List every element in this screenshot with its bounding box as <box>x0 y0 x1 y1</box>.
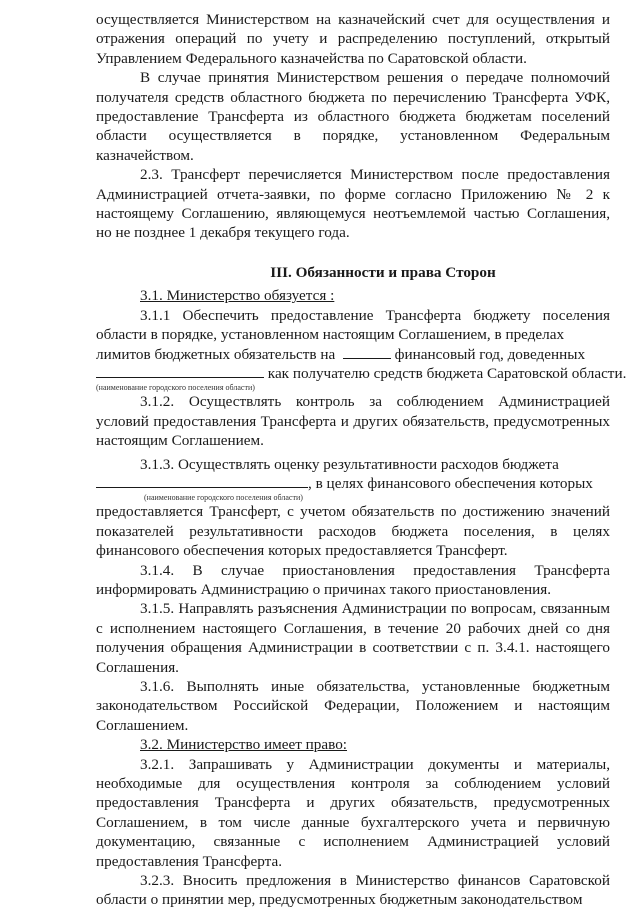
fin-year-text: финансовый год, доведенных <box>394 345 586 363</box>
paragraph-3-2-1: 3.2.1. Запрашивать у Администрации документы и материалы, необходимые для осуществления контроля за соблюдением условий предоставления Трансферта и других обязательств, предусмотренных Соглашением, в том числе данные бухгалтерского учета и первичную документацию, связанные с исполнением Администрацией условий предоставления Трансферта. <box>96 755 610 870</box>
year-blank <box>343 346 391 359</box>
settlement-blank-1 <box>96 365 264 378</box>
paragraph-3-2-3: 3.2.3. Вносить предложения в Министерство финансов Саратовской области о принятии мер, предусмотренных бюджетным законодательством <box>96 872 610 909</box>
paragraph-2-3: 2.3. Трансферт перечисляется Министерством после предоставления Администрацией отчета-заявки, по форме согласно Приложению № 2 к настоящему Соглашению, являющемуся неотъемлемой частью Соглашения, но не позднее 1 декабря текущего года. <box>96 166 610 242</box>
paragraph-3-1-3-line2 <box>96 474 610 493</box>
paragraph-intro-2: В случае принятия Министерством решения о передаче полномочий получателя средств областного бюджета по перечислению Трансферта УФК, предоставление Трансферта из областного бюджета бюджетам поселений области осуществляется в порядке, установленном Федеральным казначейством. <box>96 69 610 164</box>
section-heading: III. Обязанности и права Сторон <box>270 263 496 281</box>
paragraph-3-1-3: 3.1.3. Осуществлять оценку результативности расходов бюджета <box>140 455 559 473</box>
subsection-3-2-title: 3.2. Министерство имеет право: <box>140 736 348 754</box>
paragraph-3-1-3-cont: предоставляется Трансферт, с учетом обязательств по достижению значений показателей результативности расходов бюджета поселения, в целях финансового обеспечения которых предоставляется Трансферт. <box>96 503 610 560</box>
purpose-text: , в целях финансового обеспечения которых <box>308 474 593 492</box>
paragraph-3-1-1 <box>96 306 610 345</box>
recipient-text: как получателю средств бюджета Саратовской области. <box>267 364 627 382</box>
paragraph-3-1-1-line2 <box>96 345 610 364</box>
caption-settlement-1: (наименование городского поселения области) <box>96 383 255 393</box>
paragraph-3-1-1-text: 3.1.1 Обеспечить предоставление Трансферта бюджету поселения области в порядке, установленном настоящим Соглашением, в пределах <box>96 306 610 344</box>
paragraph-3-1-4: 3.1.4. В случае приостановления предоставления Трансферта информировать Администрацию о причинах такого приостановления. <box>96 561 610 598</box>
paragraph-intro-1: осуществляется Министерством на казначейский счет для осуществления и отражения операций по учету и распределению поступлений, открытый Управлением Федерального казначейства по Саратовской области. <box>96 11 610 67</box>
paragraph-3-1-1-line3 <box>96 364 627 383</box>
settlement-blank-2 <box>96 475 308 488</box>
limits-text: лимитов бюджетных обязательств на <box>96 345 336 363</box>
paragraph-3-1-5: 3.1.5. Направлять разъяснения Администрации по вопросам, связанным с исполнением настоящего Соглашения, в течение 20 рабочих дней со дня получения обращения Администрации в соответствии с п. 3.4.1. настоящего Соглашения. <box>96 600 610 676</box>
caption-settlement-2: (наименование городского поселения области) <box>144 493 303 503</box>
subsection-3-1-title: 3.1. Министерство обязуется : <box>140 287 335 305</box>
paragraph-3-1-6: 3.1.6. Выполнять иные обязательства, установленные бюджетным законодательством Российской Федерации, Положением и настоящим Соглашением. <box>96 678 610 734</box>
paragraph-3-1-2: 3.1.2. Осуществлять контроль за соблюдением Администрацией условий предоставления Трансферта и других обязательств, предусмотренных настоящим Соглашением. <box>96 393 610 450</box>
